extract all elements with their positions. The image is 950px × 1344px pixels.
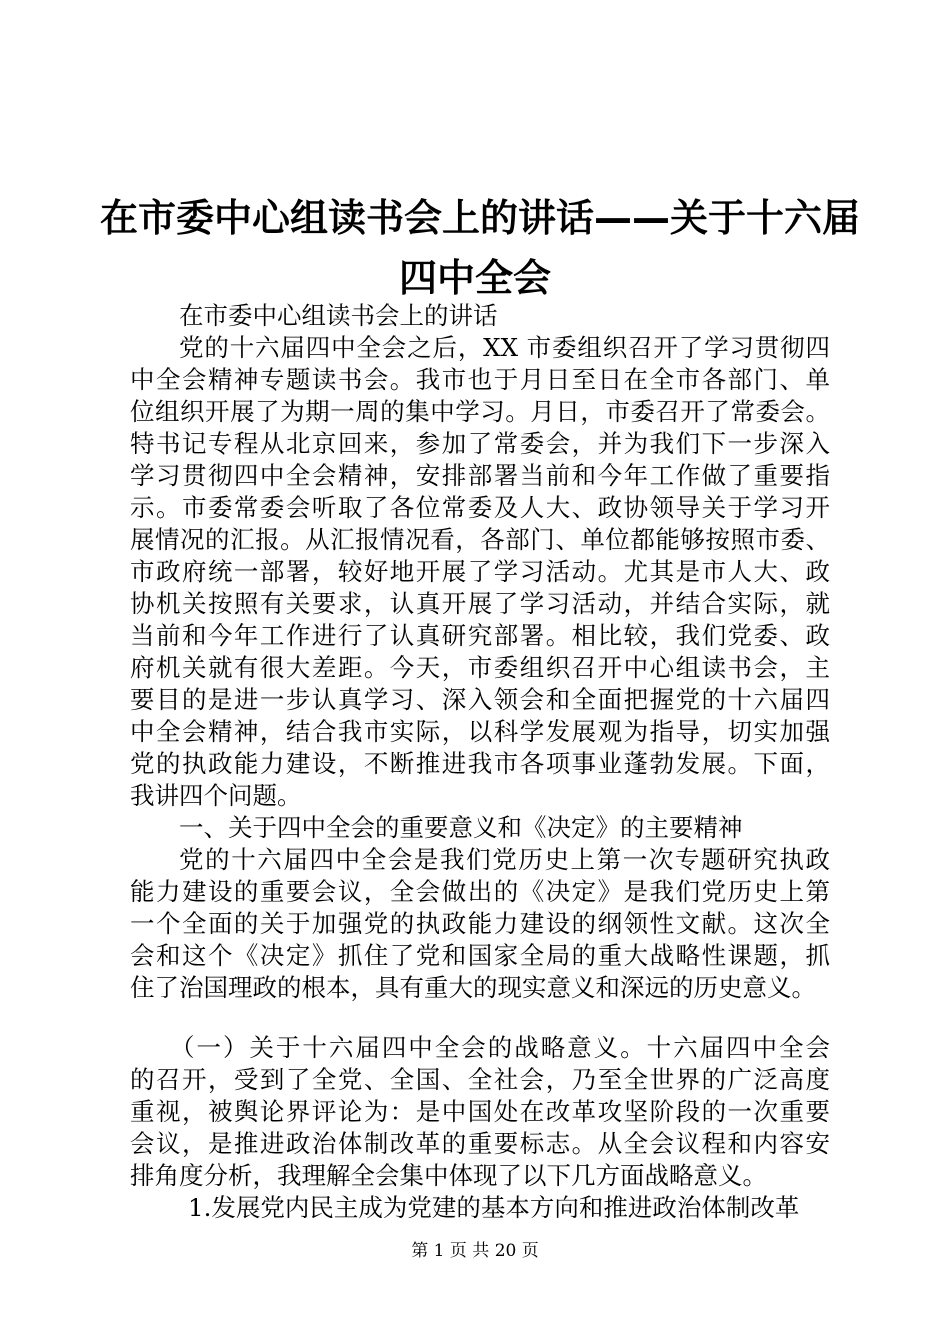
text-line: 我讲四个问题。 [130,781,302,810]
text-line: 1.发展党内民主成为党建的基本方向和推进政治体制改革 [188,1193,800,1222]
paragraph [130,332,830,812]
section-heading [130,300,830,332]
text-line: 展情况的汇报。从汇报情况看，各部门、单位都能够按照市委、 [130,525,830,554]
text-line: 能力建设的重要会议，全会做出的《决定》是我们党历史上第 [130,877,830,906]
text-line: 党的十六届四中全会是我们党历史上第一次专题研究执政 [179,845,830,874]
title-line-1: 在市委中心组读书会上的讲话——关于十六届 [100,196,861,240]
paragraph-gap [130,1004,830,1032]
document-title [100,188,861,308]
document-body [130,300,830,1224]
section-heading [130,812,830,844]
text-line: 排角度分析，我理解全会集中体现了以下几方面战略意义。 [130,1161,767,1190]
text-line: 一个全面的关于加强党的执政能力建设的纲领性文献。这次全 [130,909,830,938]
text-line: 在市委中心组读书会上的讲话 [179,301,498,330]
text-line: （一）关于十六届四中全会的战略意义。十六届四中全会 [170,1033,830,1062]
text-line: 一、关于四中全会的重要意义和《决定》的主要精神 [179,813,743,842]
text-line: 学习贯彻四中全会精神，安排部署当前和今年工作做了重要指 [130,461,830,490]
paragraph [130,1032,830,1192]
text-line: 党的执政能力建设，不断推进我市各项事业蓬勃发展。下面， [130,749,830,778]
text-line: 会和这个《决定》抓住了党和国家全局的重大战略性课题，抓 [130,941,830,970]
text-line: 位组织开展了为期一周的集中学习。月日，市委召开了常委会。 [130,397,830,426]
text-line: 中全会精神，结合我市实际，以科学发展观为指导，切实加强 [130,717,830,746]
paragraph [130,1192,830,1224]
paragraph [130,844,830,1004]
text-line: 特书记专程从北京回来，参加了常委会，并为我们下一步深入 [130,429,830,458]
text-line: 府机关就有很大差距。今天，市委组织召开中心组读书会，主 [130,653,830,682]
text-line: 示。市委常委会听取了各位常委及人大、政协领导关于学习开 [130,493,830,522]
text-line: 协机关按照有关要求，认真开展了学习活动，并结合实际，就 [130,589,830,618]
text-line: 当前和今年工作进行了认真研究部署。相比较，我们党委、政 [130,621,830,650]
text-line: 要目的是进一步认真学习、深入领会和全面把握党的十六届四 [130,685,830,714]
text-line: 市政府统一部署，较好地开展了学习活动。尤其是市人大、政 [130,557,830,586]
title-line-2: 四中全会 [398,256,551,300]
text-line: 重视，被舆论界评论为：是中国处在改革攻坚阶段的一次重要 [130,1097,830,1126]
text-line: 住了治国理政的根本，具有重大的现实意义和深远的历史意义。 [130,973,816,1002]
text-line: 的召开，受到了全党、全国、全社会，乃至全世界的广泛高度 [130,1065,830,1094]
text-line: 会议，是推进政治体制改革的重要标志。从全会议程和内容安 [130,1129,830,1158]
page-footer: 第 1 页 共 20 页 [411,1241,539,1261]
text-line: 中全会精神专题读书会。我市也于月日至日在全市各部门、单 [130,365,830,394]
text-line: 党的十六届四中全会之后，XX 市委组织召开了学习贯彻四 [179,333,830,362]
